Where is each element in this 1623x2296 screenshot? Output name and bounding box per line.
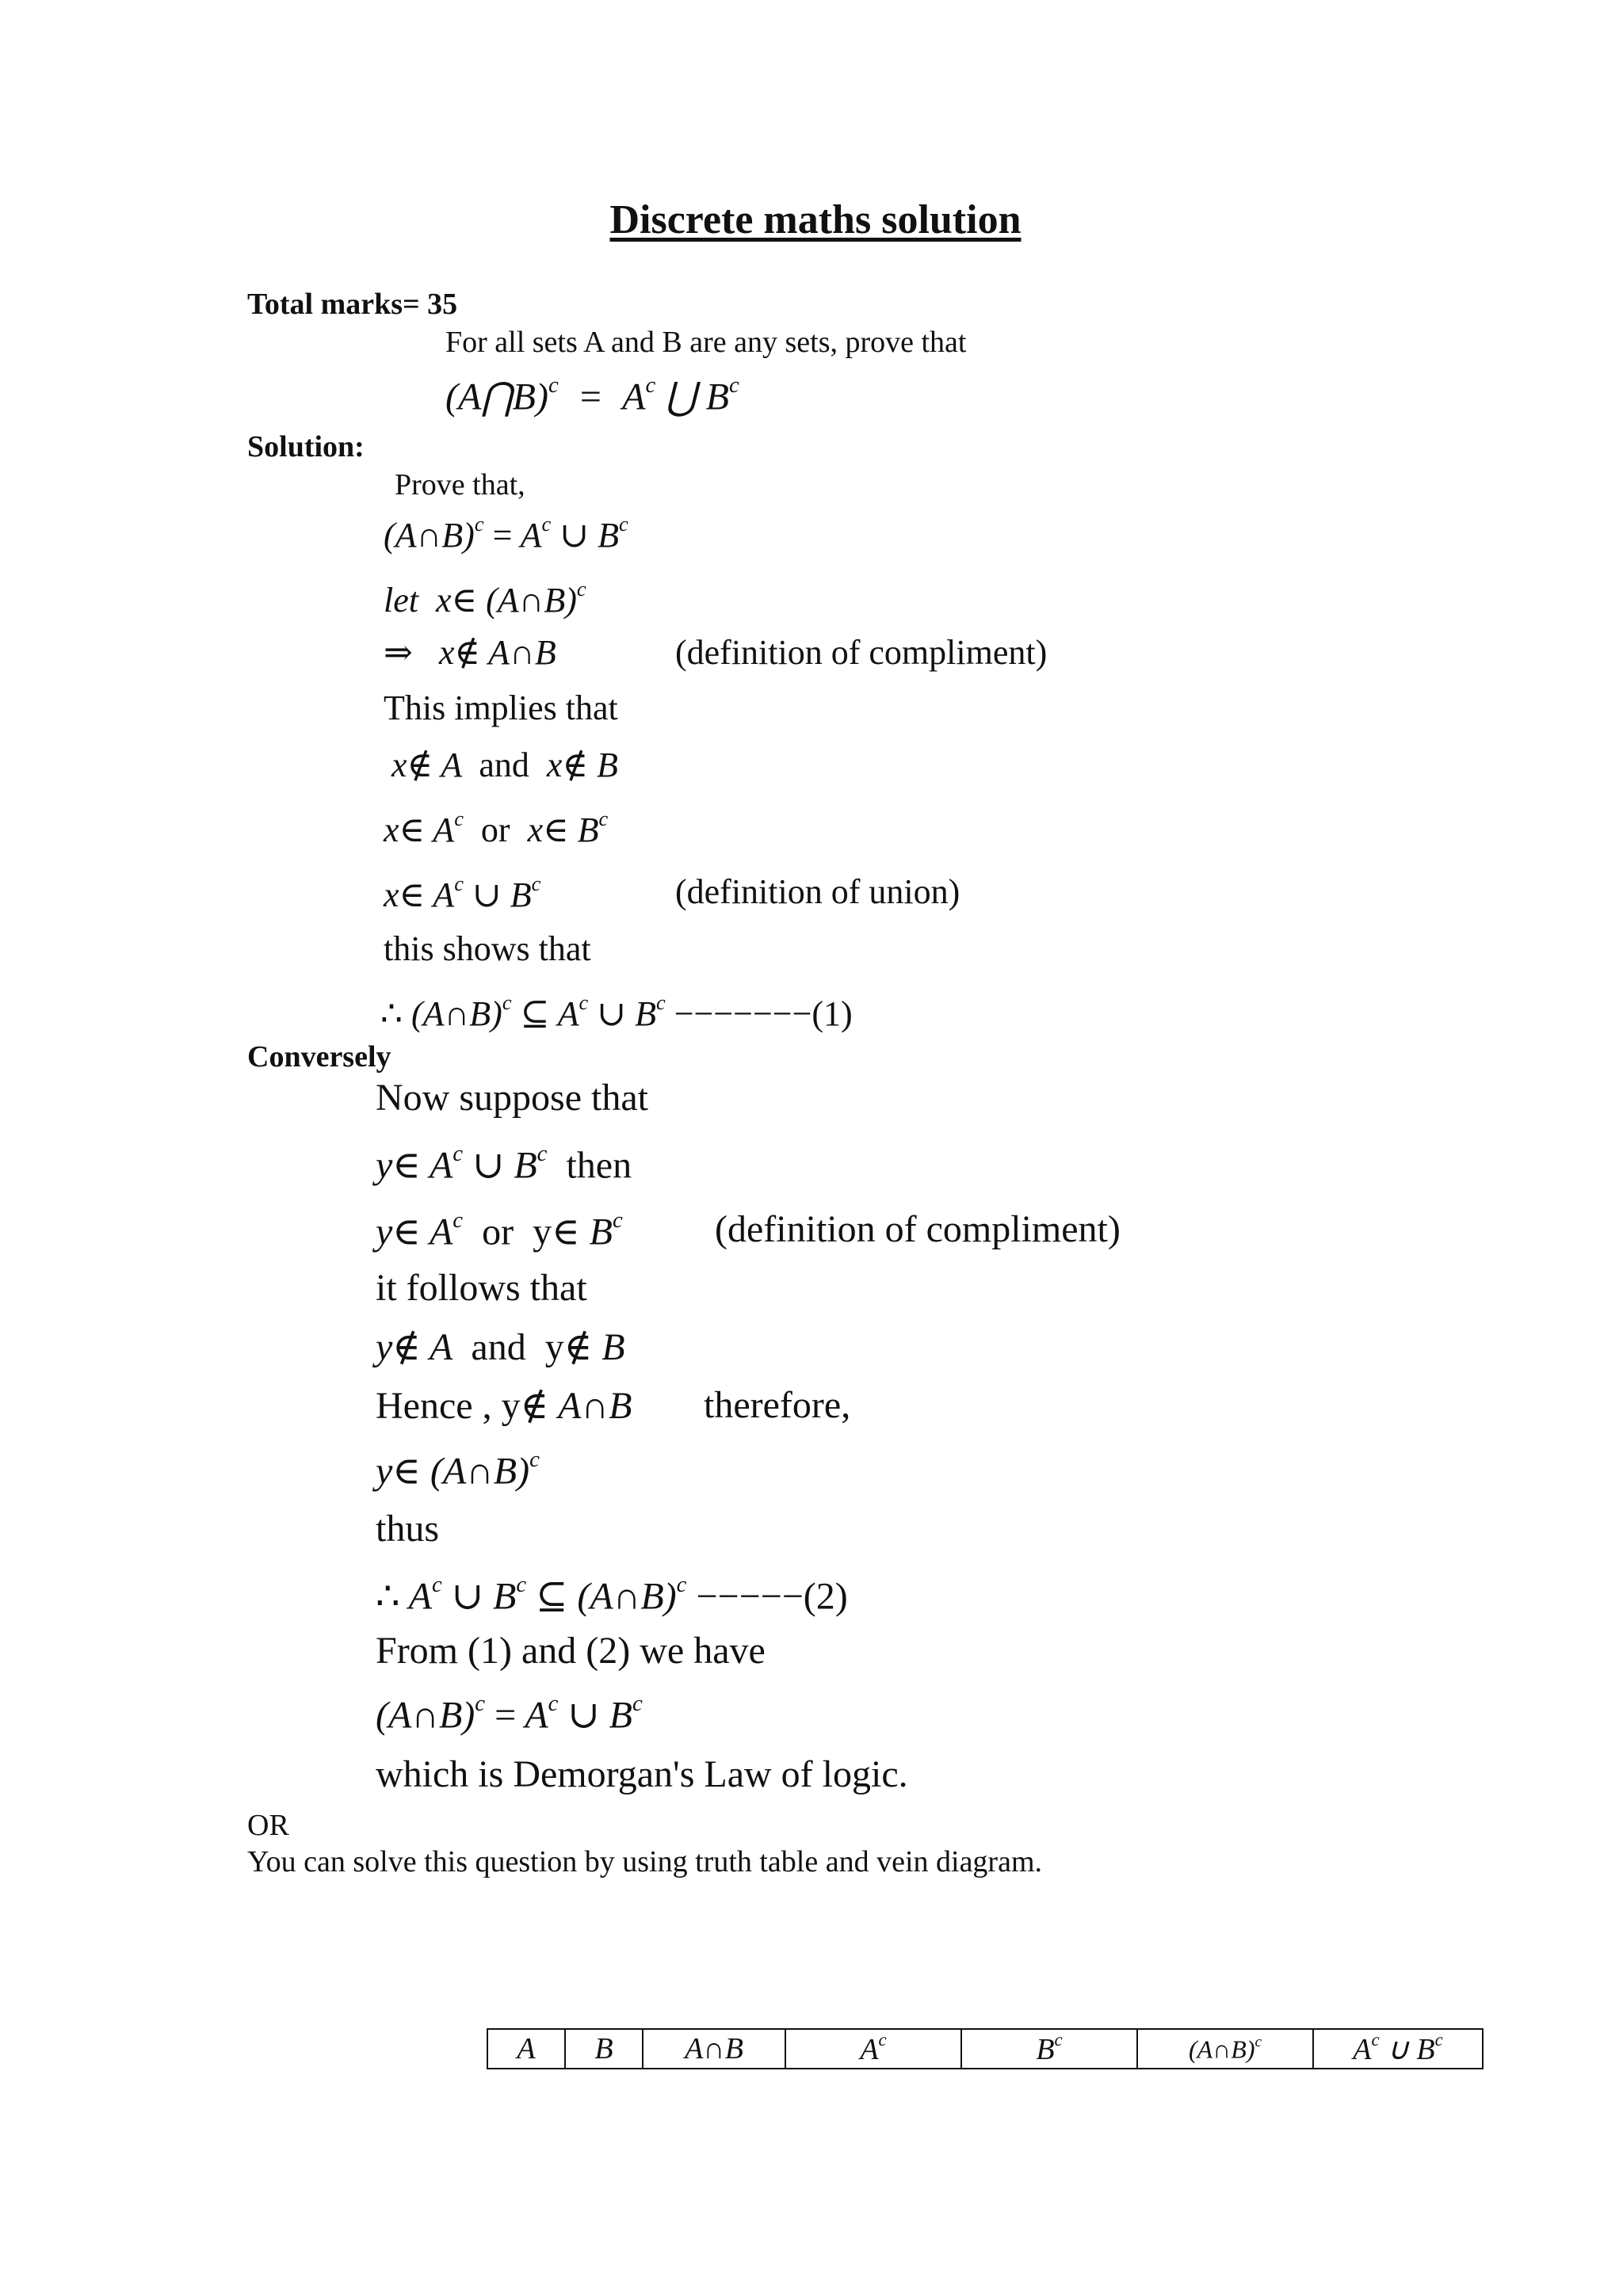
proof2-note-compliment: (definition of compliment) (715, 1208, 1121, 1250)
proof2-line-demorgan: which is Demorgan's Law of logic. (376, 1753, 908, 1795)
truth-table (487, 2028, 1484, 2069)
truth-table-header-a-and-b: A∩B (643, 2029, 785, 2069)
proof-line-this-implies: This implies that (384, 688, 618, 727)
proof2-line-hence: Hence , y∉ A∩B (376, 1385, 632, 1427)
truth-table-header-b-complement: $B^c$ (961, 2029, 1137, 2069)
truth-table-header-b: B (565, 2029, 643, 2069)
proof2-note-therefore: therefore, (704, 1384, 851, 1426)
proof-line-conclusion-1: ∴ (A∩B)$^c$ ⊆ $A^c$ ∪ $B^c -------(1)$ (380, 990, 853, 1033)
question-text: For all sets A and B are any sets, prove that (445, 326, 967, 359)
solution-heading: Solution: (247, 430, 365, 463)
proof2-line-not-in: y∉ A and y∉ B (376, 1326, 625, 1368)
proof2-line-y-in-intersection-complement: y∈ (A∩B)$^c$ (376, 1447, 540, 1493)
prove-intro: Prove that, (395, 468, 525, 502)
proof-line-implies: ⇒ x∉ A∩B (384, 633, 556, 672)
truth-table-header-union-of-complements: $A^c$ ∪ $B^c$ (1313, 2029, 1483, 2069)
proof-line-statement: (A∩B)$^c$ = $A^c$ ∪ $B^c$ (384, 512, 628, 555)
proof2-line-thus: thus (376, 1508, 440, 1550)
proof-line-in-complement: x∈ $A^c$ or x∈ $B^c$ (384, 807, 609, 849)
truth-table-header-row (487, 2029, 1483, 2069)
proof-line-shows: this shows that (384, 929, 591, 968)
proof2-line-final-statement: (A∩B)$^c$ = $A^c$ ∪ $B^c$ (376, 1691, 643, 1737)
proof-note-union: (definition of union) (675, 872, 960, 911)
page-title: Discrete maths solution (609, 197, 1022, 242)
proof-line-in-union: x∈ $A^c$ ∪ $B^c$ (384, 871, 541, 914)
truth-table-header-a: A (487, 2029, 565, 2069)
proof2-line-y-in-complement: y∈ $A^c$ or y∈ $B^c$ (376, 1207, 623, 1253)
total-marks: Total marks= 35 (247, 288, 458, 321)
proof-line-not-in: x∉ A and x∉ B (391, 746, 618, 784)
conversely-heading: Conversely (247, 1040, 391, 1074)
proof-note-compliment-1: (definition of compliment) (675, 633, 1048, 672)
truth-table-header-a-complement: $A^c$ (785, 2029, 961, 2069)
proof2-line-suppose: Now suppose that (376, 1077, 648, 1119)
proof2-line-from: From (1) and (2) we have (376, 1630, 766, 1672)
or-label: OR (247, 1809, 289, 1842)
proof2-line-follows: it follows that (376, 1267, 587, 1309)
alternative-method-text: You can solve this question by using truth table and vein diagram. (247, 1845, 1043, 1878)
proof2-line-conclusion-2: ∴ $A^c$ ∪ $B^c$ ⊆ (A∩B)$^c$ −−−−−(2) (376, 1572, 848, 1618)
question-statement: (A⋂B)$^c$ = $A^c$ ⋃ $B^c$ (445, 372, 739, 418)
proof-line-let: let x∈ (A∩B)$^c$ (384, 577, 586, 620)
truth-table-header-intersection-complement: (A∩B)$^c$ (1137, 2029, 1313, 2069)
proof2-line-y-in-union: y∈ $A^c$ ∪ $B^c$ then (376, 1141, 632, 1187)
